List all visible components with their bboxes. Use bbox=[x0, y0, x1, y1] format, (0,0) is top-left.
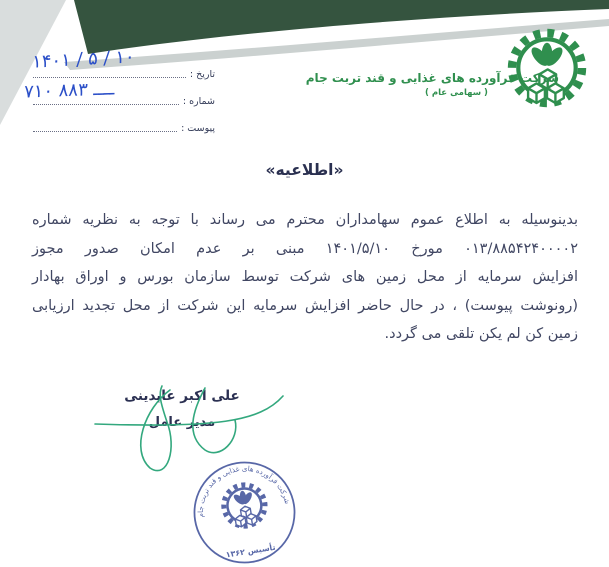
company-type: ( سهامی عام ) bbox=[425, 88, 488, 98]
body-line: ۰۱۳/۸۸۵۴۲۴۰۰۰۰۲ مورخ ۱۴۰۱/۵/۱۰ مبنی بر عدم امکان صدور مجوز bbox=[32, 240, 579, 257]
attachment-dotted-line bbox=[33, 121, 177, 132]
body-line: افزایش سرمایه از محل زمین های شرکت توسط سازمان بورس و اوراق بهادار bbox=[32, 269, 578, 285]
body-line: بدینوسیله به اطلاع عموم سهامداران محترم می رساند با توجه به نظریه شماره bbox=[32, 212, 578, 228]
date-handwritten-value: ۱۴۰۱ / ۵ / ۱۰ bbox=[31, 46, 136, 73]
company-block bbox=[305, 71, 559, 98]
number-label: شماره : bbox=[182, 96, 215, 107]
signature-stroke bbox=[141, 386, 171, 471]
stamp-bottom-text: تأسیس ۱۳۶۲ bbox=[225, 542, 277, 560]
signature-scribble bbox=[55, 380, 305, 480]
body-paragraph bbox=[32, 206, 578, 349]
stamp-logo-icon bbox=[221, 482, 268, 529]
attachment-label: پیوست : bbox=[181, 123, 215, 134]
signatory-name: علی اکبر عابدینی bbox=[124, 388, 240, 404]
stamp-ring-text: شرکت فرآورده های غذایی و قند تربت جام bbox=[195, 463, 293, 518]
meta-attachment-row bbox=[33, 120, 217, 134]
meta-fields bbox=[33, 66, 217, 147]
signature-stroke bbox=[95, 396, 283, 425]
number-handwritten-value: ۷۱۰ ــــ ۸۸۳ bbox=[23, 78, 116, 103]
notice-title: «اطلاعیه» bbox=[265, 161, 344, 179]
body-line: (رونوشت پیوست) ، در حال حاضر افزایش سرمایه این شرکت از محل تجدید ارزیابی bbox=[32, 297, 578, 314]
date-label: تاریخ : bbox=[189, 69, 215, 80]
body-line: زمین کن لم یکن تلقی می گردد. bbox=[384, 326, 578, 342]
signatory-role: مدیر عامل bbox=[148, 415, 216, 430]
company-name: شرکت فرآورده های غذایی و قند تربت جام bbox=[305, 71, 559, 85]
